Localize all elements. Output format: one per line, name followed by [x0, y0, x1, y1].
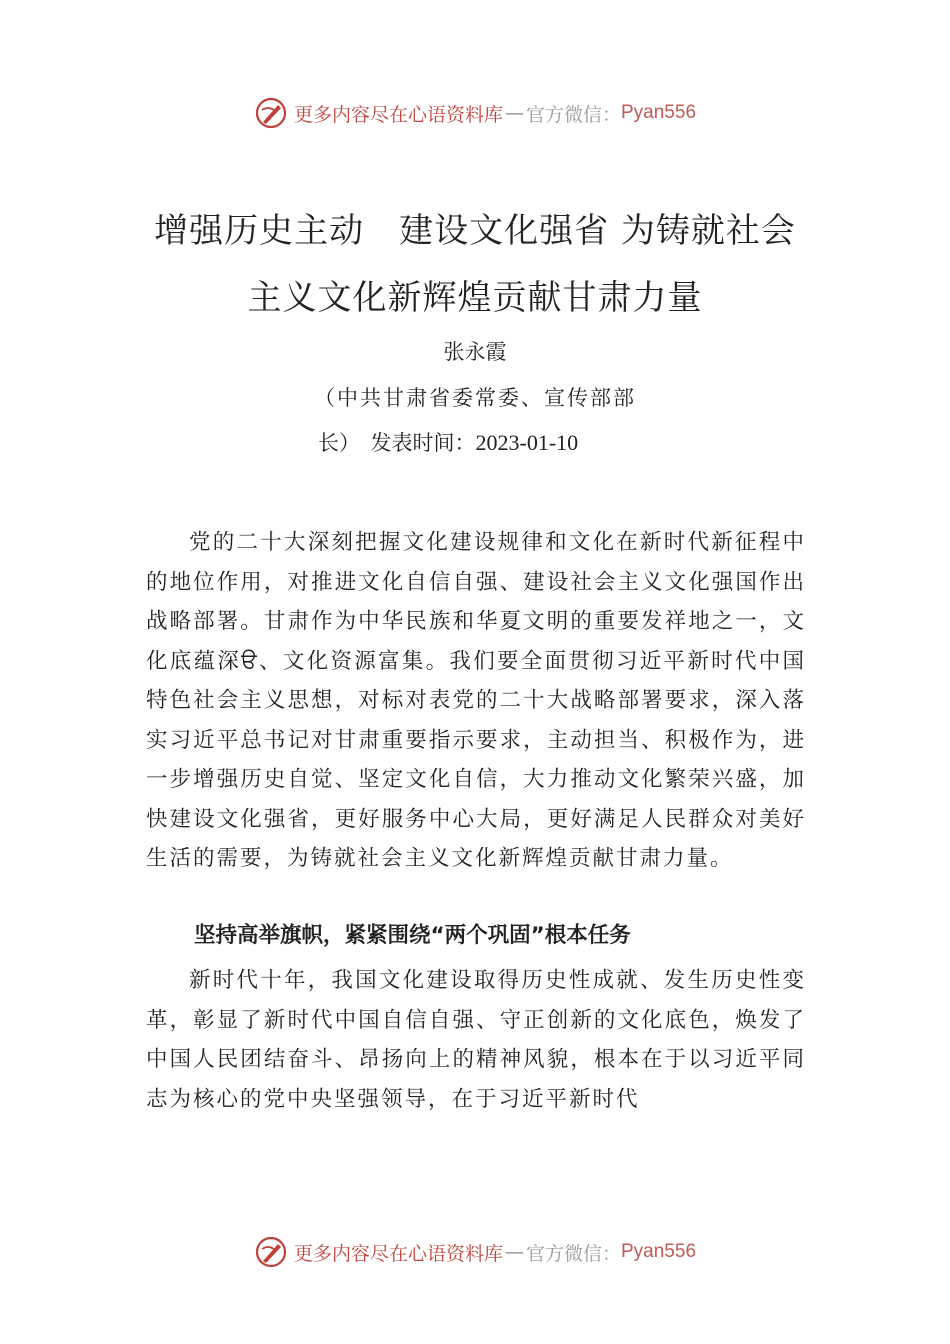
banner-separator: —	[504, 1241, 524, 1263]
banner-wechat-id: Pyan556	[621, 1241, 697, 1262]
quill-stamp-icon	[254, 96, 288, 130]
publish-date: 2023-01-10	[475, 430, 579, 455]
banner-prefix: 更多内容尽在心语资料库	[293, 103, 503, 126]
paragraph: 党的二十大深刻把握文化建设规律和文化在新时代新征程中的地位作用，对推进文化自信自强、建设社会主义文化强国作出战略部署。甘肃作为中华民族和华夏文明的重要发祥地之一，文化底蕴深ੳ、文化资源富集。我们要全面贯彻习近平新时代中国特色社会主义思想，对标对表党的二十大战略部署要求，深入落实习近平总书记对甘肃重要指示要求，主动担当、积极作为，进一步增强历史自觉、坚定文化自信，大力推动文化繁荣兴盛，加快建设文化强省，更好服务中心大局，更好满足人民群众对美好生活的需要，为铸就社会主义文化新辉煌贡献甘肃力量。	[146, 530, 806, 871]
footer-banner	[0, 1232, 950, 1272]
banner-official-label: 官方微信：	[525, 103, 621, 126]
author-name: 张永霞	[443, 340, 507, 364]
article-title-line-2: 主义文化新辉煌贡献甘肃力量	[247, 278, 703, 318]
section-heading: 坚持高举旗帜，紧紧围绕“两个巩固”根本任务	[194, 923, 631, 948]
banner-separator: —	[504, 102, 524, 124]
banner-official-label: 官方微信：	[525, 1242, 621, 1265]
header-banner	[0, 93, 950, 133]
article-body-section-1	[146, 961, 806, 1119]
affiliation-tail: 长） 发表时间：	[318, 431, 476, 455]
banner-prefix: 更多内容尽在心语资料库	[293, 1242, 503, 1265]
article-body-intro	[146, 523, 806, 879]
banner-wechat-id: Pyan556	[621, 102, 697, 123]
article-title-line-1: 增强历史主动 建设文化强省 为铸就社会	[154, 211, 796, 251]
quill-stamp-icon	[254, 1235, 288, 1269]
affiliation-and-date	[318, 427, 578, 457]
paragraph: 新时代十年，我国文化建设取得历史性成就、发生历史性变革，彰显了新时代中国自信自强、守正创新的文化底色，焕发了中国人民团结奋斗、昂扬向上的精神风貌，根本在于以习近平同志为核心的党中央坚强领导，在于习近平新时代	[146, 968, 806, 1112]
author-affiliation: （中共甘肃省委常委、宣传部部	[314, 386, 636, 410]
